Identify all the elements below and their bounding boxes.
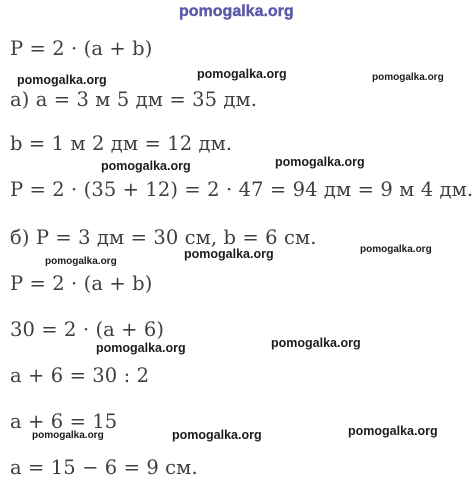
watermark: pomogalka.org xyxy=(348,424,438,438)
watermark: pomogalka.org xyxy=(360,244,432,255)
watermark: pomogalka.org xyxy=(45,256,117,267)
part-b-step-1: 30 = 2 · (a + 6) xyxy=(10,318,165,341)
watermark: pomogalka.org xyxy=(96,341,186,355)
part-b-step-2: a + 6 = 30 : 2 xyxy=(10,364,150,387)
part-a-side-b: b = 1 м 2 дм = 12 дм. xyxy=(10,132,233,155)
part-b-step-3: a + 6 = 15 xyxy=(10,410,118,433)
part-b-formula: P = 2 · (a + b) xyxy=(10,272,153,295)
watermark: pomogalka.org xyxy=(101,159,191,173)
perimeter-formula: P = 2 · (a + b) xyxy=(10,37,153,60)
watermark: pomogalka.org xyxy=(172,428,262,442)
header-watermark: pomogalka.org xyxy=(179,3,294,20)
watermark: pomogalka.org xyxy=(184,247,274,261)
part-a-side-a: а) a = 3 м 5 дм = 35 дм. xyxy=(10,88,258,111)
part-b-answer: a = 15 − 6 = 9 см. xyxy=(10,456,198,479)
watermark: pomogalka.org xyxy=(372,72,444,83)
part-a-perimeter: P = 2 · (35 + 12) = 2 · 47 = 94 дм = 9 м 4 дм. xyxy=(10,178,474,201)
watermark: pomogalka.org xyxy=(271,336,361,350)
watermark: pomogalka.org xyxy=(275,155,365,169)
watermark: pomogalka.org xyxy=(197,67,287,81)
watermark: pomogalka.org xyxy=(32,430,104,441)
part-b-given: б) P = 3 дм = 30 см, b = 6 см. xyxy=(10,226,317,249)
watermark: pomogalka.org xyxy=(17,73,107,87)
